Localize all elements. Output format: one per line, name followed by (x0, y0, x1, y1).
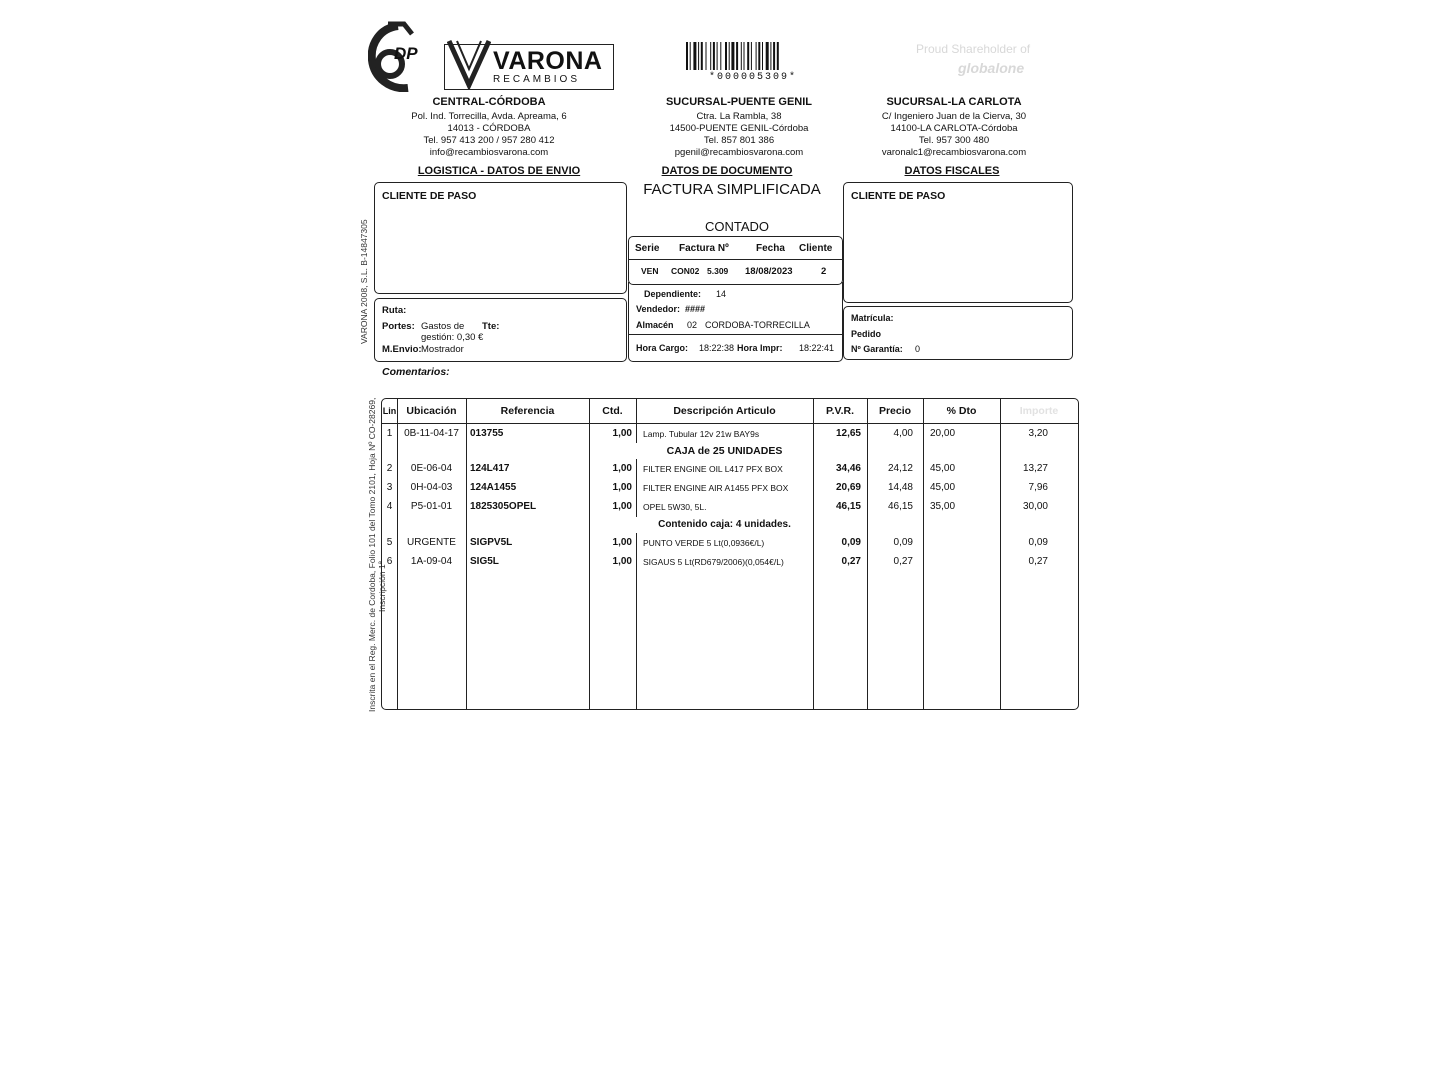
logistics-title: LOGISTICA - DATOS DE ENVIO (417, 165, 581, 177)
cell-ctd: 1,00 (612, 537, 632, 548)
cell-ubicacion: 0E-06-04 (410, 463, 453, 474)
almacen-code: 02 (687, 320, 698, 330)
branch-line: info@recambiosvarona.com (429, 147, 549, 158)
menvio-value: Mostrador (421, 344, 464, 355)
portes-value-2: gestión: 0,30 € (421, 332, 484, 343)
cell-importe: 7,96 (1028, 482, 1048, 493)
cliente-value: 2 (821, 266, 827, 277)
vendedor-label: Vendedor: (636, 304, 681, 314)
col-header-ubicacion: Ubicación (406, 405, 457, 417)
cell-lin: 5 (386, 537, 393, 548)
cell-referencia: 124L417 (470, 463, 510, 474)
v-icon (447, 39, 491, 89)
partner-brand: globalone (958, 60, 1025, 76)
pedido-label: Pedido (851, 329, 882, 339)
cell-descripcion: Lamp. Tubular 12v 21w BAY9s (643, 429, 760, 439)
branch-line: Tel. 957 413 200 / 957 280 412 (423, 135, 555, 146)
vendedor-value: #### (685, 304, 706, 314)
col-header-importe: Importe (1019, 405, 1059, 417)
branch-line: varonalc1@recambiosvarona.com (881, 147, 1027, 158)
factura-value: 5.309 (707, 266, 729, 276)
dependiente-value: 14 (716, 289, 727, 299)
brand-subtitle: RECAMBIOS (493, 74, 581, 85)
cell-ubicacion: 1A-09-04 (410, 556, 453, 567)
col-header-ctd: Ctd. (602, 405, 623, 417)
registry-side-text: Inscrita en el Reg. Merc. de Cordoba, Folio 101 del Tomo 2101, Hoja Nº CO-28269, (367, 397, 377, 712)
barcode (686, 42, 820, 70)
tte-label: Tte: (482, 321, 500, 332)
cell-precio: 0,27 (893, 556, 913, 567)
branch-title: CENTRAL-CÓRDOBA (432, 96, 546, 108)
cell-referencia: 013755 (470, 428, 504, 439)
cell-dto: 20,00 (930, 428, 956, 439)
cell-precio: 14,48 (887, 482, 913, 493)
line-items-table (381, 398, 1079, 710)
cell-lin: 1 (386, 428, 393, 439)
col-header-lin: Lin (382, 406, 397, 416)
cell-ctd: 1,00 (612, 556, 632, 567)
portes-label: Portes: (382, 321, 415, 332)
cell-descripcion: FILTER ENGINE OIL L417 PFX BOX (643, 464, 783, 474)
branch-line: 14500-PUENTE GENIL-Córdoba (669, 123, 809, 134)
branch-puente-genil (619, 96, 859, 159)
cell-ctd: 1,00 (612, 482, 632, 493)
ruta-label: Ruta: (382, 305, 407, 316)
payment-type: CONTADO (704, 219, 770, 234)
cell-ctd: 1,00 (612, 463, 632, 474)
registry-side-text-2: Inscripción 1ª (377, 561, 387, 612)
fiscal-client-name: CLIENTE DE PASO (851, 190, 946, 202)
brand-initials: DP (394, 44, 418, 63)
document-info-box (628, 236, 843, 285)
partner-text: Proud Shareholder of (916, 42, 1031, 56)
fecha-value: 18/08/2023 (745, 266, 793, 277)
barcode-text: *000005309* (708, 72, 797, 83)
col-header-dto: % Dto (946, 405, 977, 417)
cell-pvr: 20,69 (835, 482, 861, 493)
cell-pvr: 0,27 (841, 556, 861, 567)
cell-dto (930, 554, 996, 570)
cell-pvr: 0,09 (841, 537, 861, 548)
almacen-name: CORDOBA-TORRECILLA (705, 320, 810, 330)
cell-referencia: SIGPV5L (470, 537, 513, 548)
document-title: DATOS DE DOCUMENTO (661, 165, 793, 177)
hora-cargo-label: Hora Cargo: (636, 343, 689, 353)
branch-title: SUCURSAL-PUENTE GENIL (665, 96, 813, 108)
serie-value: VEN (641, 266, 659, 276)
cell-dto: 45,00 (930, 482, 956, 493)
matricula-label: Matrícula: (851, 313, 894, 323)
hora-impr-value: 18:22:41 (799, 343, 835, 353)
serie-code: CON02 (671, 266, 700, 276)
serie-header: Serie (635, 243, 660, 254)
comments-label: Comentarios: (382, 366, 450, 378)
cell-precio: 4,00 (893, 428, 913, 439)
fecha-header: Fecha (756, 243, 785, 254)
brand-logo (444, 44, 614, 90)
shipping-client-box (374, 182, 627, 294)
cell-importe: 0,27 (1028, 556, 1048, 567)
branch-line: Pol. Ind. Torrecilla, Avda. Apreama, 6 (411, 111, 567, 122)
cell-ubicacion: P5-01-01 (410, 501, 453, 512)
branch-line: 14100-LA CARLOTA-Córdoba (890, 123, 1018, 134)
cell-importe: 0,09 (1028, 537, 1048, 548)
shipping-client-name: CLIENTE DE PASO (382, 190, 477, 202)
cell-precio: 46,15 (887, 501, 913, 512)
col-header-precio: Precio (878, 405, 912, 417)
document-type: FACTURA SIMPLIFICADA (643, 181, 821, 198)
branch-title: SUCURSAL-LA CARLOTA (886, 96, 1022, 108)
branch-la-carlota (834, 96, 1074, 159)
cell-dto: 35,00 (930, 501, 956, 512)
fiscal-client-box (843, 182, 1073, 303)
cell-descripcion: SIGAUS 5 Lt(RD679/2006)(0,054€/L) (643, 557, 784, 567)
portes-value: Gastos de (421, 321, 465, 332)
garantia-value: 0 (915, 344, 921, 354)
cell-ctd: 1,00 (612, 501, 632, 512)
branch-line: 14013 - CÓRDOBA (447, 123, 531, 134)
company-side-text: VARONA 2008, S.L. B-14847305 (359, 219, 369, 344)
box-note: CAJA de 25 UNIDADES (636, 443, 813, 459)
cell-pvr: 46,15 (835, 501, 861, 512)
cell-lin: 4 (386, 501, 393, 512)
divider (629, 334, 842, 335)
branch-line: pgenil@recambiosvarona.com (674, 147, 804, 158)
hora-impr-label: Hora Impr: (737, 343, 783, 353)
cell-ubicacion: 0H-04-03 (410, 482, 453, 493)
cell-referencia: SIG5L (470, 556, 499, 567)
dependiente-label: Dependiente: (644, 289, 702, 299)
cell-referencia: 1825305OPEL (470, 501, 537, 512)
almacen-label: Almacén (636, 320, 674, 330)
cell-lin: 3 (386, 482, 393, 493)
document-details-box (628, 282, 843, 362)
menvio-label: M.Envio: (382, 344, 422, 355)
branch-line: Ctra. La Rambla, 38 (696, 111, 782, 122)
divider (629, 259, 842, 260)
cell-importe: 30,00 (1022, 501, 1048, 512)
col-header-referencia: Referencia (500, 405, 555, 417)
cell-ctd: 1,00 (612, 428, 632, 439)
cell-precio: 24,12 (887, 463, 913, 474)
fiscal-details-box (843, 306, 1073, 360)
branch-line: Tel. 857 801 386 (703, 135, 775, 146)
branch-line: Tel. 957 300 480 (918, 135, 990, 146)
hora-cargo-value: 18:22:38 (699, 343, 735, 353)
brand-name: VARONA (493, 47, 603, 75)
branch-central (369, 96, 609, 159)
box-contents-note: Contenido caja: 4 unidades. (636, 517, 813, 533)
cell-lin: 6 (386, 556, 393, 567)
cell-precio: 0,09 (893, 537, 913, 548)
cell-dto (930, 535, 996, 551)
branch-line: C/ Ingeniero Juan de la Cierva, 30 (881, 111, 1027, 122)
cell-ubicacion: URGENTE (407, 537, 456, 548)
fiscal-title: DATOS FISCALES (904, 165, 1000, 177)
cliente-header: Cliente (799, 243, 833, 254)
cell-lin: 2 (386, 463, 393, 474)
col-header-pvr: P.V.R. (825, 405, 855, 417)
col-header-descripcion: Descripción Articulo (673, 405, 776, 417)
garantia-label: Nº Garantía: (851, 344, 903, 354)
cell-pvr: 34,46 (835, 463, 861, 474)
shipping-details-box (374, 298, 627, 362)
cell-referencia: 124A1455 (470, 482, 517, 493)
factura-header: Factura Nº (679, 243, 729, 254)
cell-importe: 13,27 (1022, 463, 1048, 474)
cell-descripcion: PUNTO VERDE 5 Lt(0,0936€/L) (643, 538, 765, 548)
cell-dto: 45,00 (930, 463, 956, 474)
cell-descripcion: FILTER ENGINE AIR A1455 PFX BOX (643, 483, 789, 493)
cell-importe: 3,20 (1028, 428, 1048, 439)
cell-pvr: 12,65 (835, 428, 861, 439)
cell-descripcion: OPEL 5W30, 5L. (643, 502, 707, 512)
cell-ubicacion: 0B-11-04-17 (404, 428, 459, 439)
